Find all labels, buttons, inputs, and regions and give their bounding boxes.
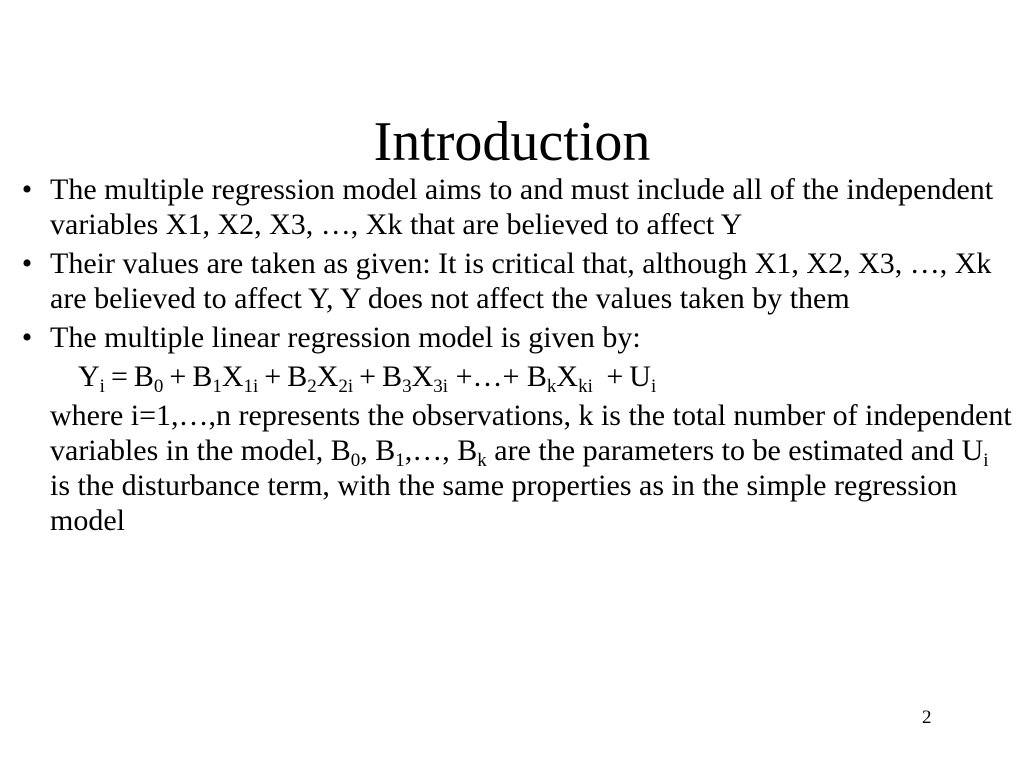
eq-xk: X: [556, 360, 579, 393]
eq-equals: =: [110, 360, 128, 393]
bullet-list: [12, 172, 1012, 538]
eq-plus: +: [606, 360, 624, 393]
bullet-text: Their values are taken as given: It is critical that, although X1, X2, X3, …, Xk are believed to affect Y, Y does not affect the values taken by them: [50, 247, 992, 315]
bullet-item: [12, 246, 1012, 316]
eq-xk-sub: ki: [578, 376, 593, 397]
eq-b2-sub: 2: [307, 376, 317, 397]
eq-y: Y: [78, 360, 100, 393]
eq-x2: X: [316, 360, 339, 393]
eq-x3-sub: 3i: [433, 376, 449, 397]
explanation-part1: where i=1,…,n represents the observations, k is the total number of independent variables in the model, B: [50, 399, 1012, 467]
eq-ellipsis: +…+: [455, 360, 520, 393]
bullet-icon: •: [21, 321, 33, 354]
explanation-subi: i: [983, 450, 989, 471]
eq-x3: X: [411, 360, 434, 393]
explanation-part2: , B: [360, 434, 396, 467]
explanation-part5: is the disturbance term, with the same properties as in the simple regression model: [50, 469, 958, 537]
slide-title: Introduction: [373, 111, 651, 173]
bullet-item: [12, 320, 1012, 355]
eq-b3: B: [382, 360, 403, 393]
explanation-part3: ,…, B: [404, 434, 478, 467]
bullet-item: [12, 172, 1012, 242]
bullet-text: The multiple linear regression model is given by:: [50, 321, 641, 354]
eq-b2: B: [287, 360, 308, 393]
bullet-text: The multiple regression model aims to and must include all of the independent variables X1, X2, X3, …, Xk that are believed to affect Y: [50, 173, 994, 241]
bullet-icon: •: [21, 173, 33, 206]
eq-plus: +: [359, 360, 377, 393]
regression-equation: [12, 359, 1012, 397]
eq-x1: X: [221, 360, 244, 393]
eq-b1-sub: 1: [212, 376, 222, 397]
eq-x1-sub: 1i: [243, 376, 259, 397]
eq-bk: B: [526, 360, 547, 393]
eq-plus: +: [264, 360, 282, 393]
bullet-icon: •: [21, 247, 33, 280]
explanation-sub1: 1: [395, 450, 405, 471]
eq-b1: B: [192, 360, 213, 393]
page-number: 2: [922, 707, 932, 728]
eq-b0-sub: 0: [153, 376, 164, 397]
explanation-subk: k: [477, 450, 487, 471]
explanation-part4: are the parameters to be estimated and U: [486, 434, 984, 467]
eq-x2-sub: 2i: [338, 376, 354, 397]
eq-plus: +: [169, 360, 187, 393]
equation-explanation: [12, 398, 1012, 538]
eq-b3-sub: 3: [402, 376, 412, 397]
eq-y-sub: i: [99, 376, 105, 397]
eq-b0: B: [133, 360, 154, 393]
explanation-sub0: 0: [350, 450, 361, 471]
eq-u: U: [629, 360, 651, 393]
eq-u-sub: i: [650, 376, 657, 397]
eq-bk-sub: k: [546, 376, 557, 397]
